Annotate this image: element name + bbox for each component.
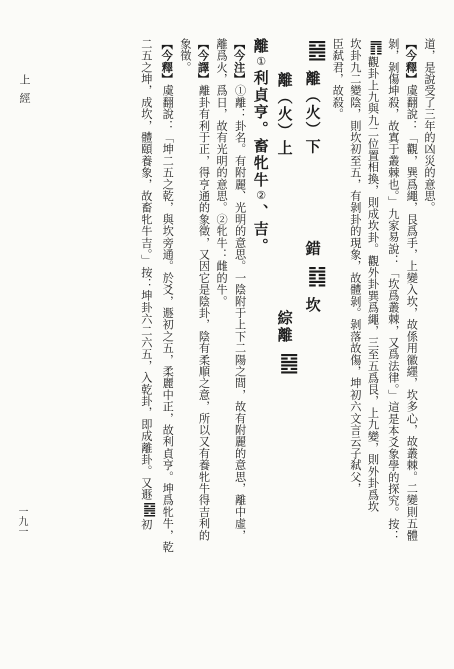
judgment-text: 利貞亨。畜牝牛 bbox=[251, 70, 270, 189]
page-number: 一九一 bbox=[16, 506, 27, 536]
hexagram-header-lower bbox=[301, 38, 329, 640]
text-column bbox=[194, 38, 213, 640]
guan-trigram-icon: ䷝ bbox=[140, 500, 159, 519]
cuo-label: 錯 bbox=[303, 240, 322, 258]
section-tag-jinshi-2: 【今釋】 bbox=[160, 38, 175, 85]
column-end: 初 bbox=[139, 518, 153, 531]
note-marker-1: ① bbox=[254, 55, 268, 70]
section-tag-jinzhu: 【今注】 bbox=[232, 38, 247, 85]
text-column: 剝，剝傷坤殺，故寘于叢棘也。」九家易說：「坎爲叢棘，又爲法律。」這是本爻象學的探究。按： bbox=[386, 38, 400, 542]
cuo-hexagram-name: 坎 bbox=[303, 296, 322, 314]
column-text: 二五之坤，成坎，體頤養象，故畜牝牛吉。」按：坤卦六二六五，入乾卦，即成離卦。又遯 bbox=[139, 38, 153, 501]
section-tag-jinyi: 【今譯】 bbox=[196, 38, 211, 85]
text-column: 道，是說受了三年的凶災的意思。 bbox=[423, 38, 436, 214]
column-text: ①離：卦名。有附麗、光明的意思。一陰附于上下二陽之間，故有附麗的意思，離中虛， bbox=[233, 84, 247, 542]
text-column bbox=[158, 38, 177, 640]
section-tag-jinshi: 【今釋】 bbox=[404, 38, 419, 85]
text-column bbox=[137, 38, 157, 640]
column-text: 虞翻說：「坤二五之乾，與坎旁通。於爻，遯初之五，柔麗中正，故利貞亨。坤爲牝牛，乾 bbox=[161, 84, 175, 553]
note-marker-2: ② bbox=[254, 189, 268, 204]
column-text: 離卦有利于正，得亨通的象徵，又因它是陰卦，陰有柔順之意，所以又有養牝牛得吉利的 bbox=[197, 84, 211, 542]
text-column bbox=[230, 38, 249, 640]
upper-trigram-name: 離（火）上 bbox=[275, 72, 294, 157]
hexagram-header-upper bbox=[273, 38, 301, 640]
column-text: 觀卦上九與九二位置相換，則成坎卦。觀外卦巽爲繩，三至五爲艮，上九變，則外卦爲坎 bbox=[366, 56, 380, 513]
text-column bbox=[364, 38, 384, 640]
running-head: 上 經 bbox=[18, 74, 31, 106]
lower-trigram-name: 離（火）下 bbox=[303, 70, 322, 156]
zong-label: 綜離 bbox=[275, 310, 294, 344]
text-column: 坎卦九二變陰，則坎初至五，有剝卦的現象，故體剝。剝落故傷，坤初六文言云子弒父， bbox=[348, 38, 362, 495]
judgment-line bbox=[249, 38, 273, 640]
guan-hexagram-icon: ䷓ bbox=[367, 38, 386, 56]
text-column bbox=[402, 38, 421, 640]
li-hexagram-icon: ䷝ bbox=[304, 38, 330, 63]
kan-hexagram-icon: ䷜ bbox=[304, 264, 330, 290]
li-zong-hexagram-icon: ䷝ bbox=[276, 351, 302, 377]
text-column: 臣弑君，故殺。 bbox=[331, 38, 345, 120]
text-column: 離爲火，爲日，故有光明的意思。②牝牛：雌的牛。 bbox=[215, 38, 229, 308]
judgment-hexagram-name: 離 bbox=[251, 38, 270, 55]
vertical-text-block bbox=[46, 38, 438, 640]
text-column: 象徵。 bbox=[178, 38, 192, 74]
column-text: 虞翻說：「觀，巽爲繩，艮爲手，上變入坎，故係用徽纆，坎多心，故叢棘。二變則五體 bbox=[405, 84, 419, 542]
judgment-end: 、吉。 bbox=[251, 204, 270, 255]
